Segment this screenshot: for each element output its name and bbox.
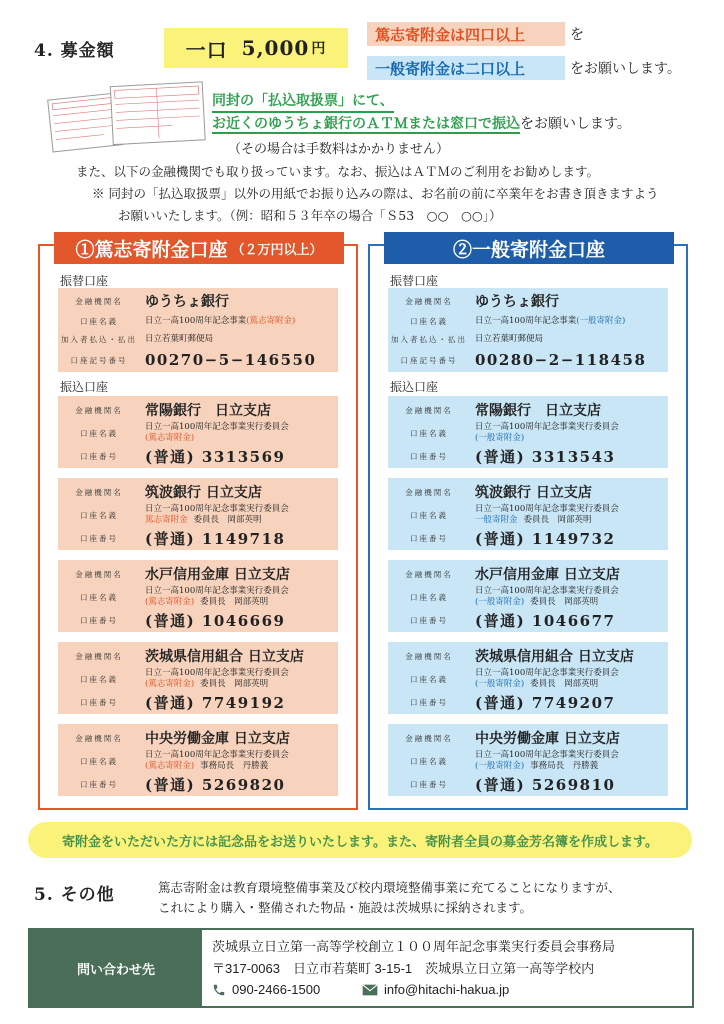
account-holder-value: 日立一高100周年記念事業(一般寄附金) — [475, 315, 626, 326]
bank-name-label: 金融機関名 — [405, 569, 453, 579]
slip-instruction-line2: お近くのゆうちょ銀行のＡＴＭまたは窓口で振込をお願いします。 — [212, 116, 631, 132]
account-number-label: 口座番号 — [410, 533, 448, 543]
furikomi-account-block — [58, 724, 338, 796]
name-note-line2: お願いいたします。（例：昭和５３年卒の場合「Ｓ53 ○○ ○○」） — [118, 208, 502, 223]
account-number-label: 口座番号 — [410, 615, 448, 625]
section-5-title: 5. その他 — [34, 885, 115, 905]
fee-note: （その場合は手数料はかかりません） — [228, 142, 450, 157]
unit-amount: 5,000 — [241, 36, 310, 60]
furikomi-account-block — [58, 642, 338, 714]
furikae-account-block — [58, 288, 338, 372]
representative: 委員長 岡部英明 — [530, 679, 599, 689]
account-code-label: 口座記号番号 — [400, 355, 458, 365]
fund-tag: (一般寄附金) — [475, 433, 525, 443]
bank-name-value: ゆうちょ銀行 — [475, 294, 559, 310]
section-4-title: 4. 募金額 — [34, 41, 115, 61]
account-number-label: 口座番号 — [80, 533, 118, 543]
account-holder-label: 口座名義 — [410, 428, 448, 438]
ippan-column-heading: ②一般寄附金口座 — [384, 232, 674, 264]
fund-tag: (篤志寄附金) — [145, 433, 195, 443]
section-5-line2: これにより購入・整備された物品・施設は茨城県に採納されます。 — [158, 900, 533, 915]
account-number-label: 口座番号 — [410, 451, 448, 461]
subscriber-office-row — [58, 330, 338, 348]
account-number-value: (普通) 1149718 — [145, 529, 286, 548]
account-holder-value: 日立一高100周年記念事業実行委員会 (篤志寄附金) 事務局長 丹勝義 — [145, 750, 289, 771]
bank-name-label: 金融機関名 — [405, 487, 453, 497]
account-number-value: (普通) 3313543 — [475, 447, 616, 466]
contact-box — [28, 928, 694, 1008]
account-holder-value: 日立一高100周年記念事業実行委員会 (篤志寄附金) 委員長 岡部英明 — [145, 586, 289, 607]
subscriber-office-row — [388, 330, 668, 348]
contact-phone[interactable]: 090-2466-1500 — [212, 982, 320, 997]
commemorative-gift-banner: 寄附金をいただいた方には記念品をお送りいたします。また、寄附者全員の募金芳名簿を作成します。 — [28, 822, 692, 858]
furikomi-account-block — [58, 396, 338, 468]
account-holder-label: 口座名義 — [80, 316, 118, 326]
account-holder-value: 日立一高100周年記念事業実行委員会 (篤志寄附金) 委員長 岡部英明 — [145, 668, 289, 689]
contact-org: 茨城県立日立第一高等学校創立１００周年記念事業実行委員会事務局 — [212, 940, 616, 955]
account-number-label: 口座番号 — [80, 779, 118, 789]
account-number-label: 口座番号 — [80, 697, 118, 707]
account-number-value: (普通) 1149732 — [475, 529, 616, 548]
tokushi-suffix: を — [570, 27, 584, 43]
unit-price-box — [164, 28, 348, 68]
bank-name-value: 茨城県信用組合 日立支店 — [475, 649, 634, 665]
representative: 委員長 岡部英明 — [200, 597, 269, 607]
furikae-section-label: 振替口座 — [390, 274, 439, 288]
subscriber-office-label: 加入者払込・払出 — [391, 334, 467, 344]
ippan-minimum: 一般寄附金は二口以上 — [367, 56, 565, 80]
representative: 事務局長 丹勝義 — [200, 761, 269, 771]
bank-name-label: 金融機関名 — [405, 296, 453, 306]
bank-name-label: 金融機関名 — [75, 296, 123, 306]
bank-name-value: 茨城県信用組合 日立支店 — [145, 649, 304, 665]
fund-tag: (篤志寄附金) — [246, 315, 296, 326]
representative: 委員長 岡部英明 — [523, 515, 592, 525]
fund-tag: 篤志寄附金 — [145, 515, 188, 525]
furikomi-account-block — [388, 396, 668, 468]
bank-name-label: 金融機関名 — [75, 487, 123, 497]
account-holder-label: 口座名義 — [80, 756, 118, 766]
representative: 委員長 岡部英明 — [530, 597, 599, 607]
bank-name-value: 中央労働金庫 日立支店 — [475, 731, 620, 747]
furikomi-account-block — [58, 560, 338, 632]
account-holder-label: 口座名義 — [410, 510, 448, 520]
mail-icon — [362, 984, 378, 996]
name-note-line1: ※ 同封の「払込取扱票」以外の用紙でお振り込みの際は、お名前の前に卒業年をお書き頂きますよう — [92, 186, 659, 201]
account-holder-value: 日立一高100周年記念事業実行委員会 篤志寄附金 委員長 岡部英明 — [145, 504, 289, 525]
account-holder-label: 口座名義 — [80, 510, 118, 520]
furikae-account-block — [388, 288, 668, 372]
fund-tag: (篤志寄附金) — [145, 761, 195, 771]
payment-slip-icon — [42, 78, 212, 158]
section-5-line1: 篤志寄附金は教育環境整備事業及び校内環境整備事業に充てることになりますが、 — [158, 880, 621, 895]
account-holder-value: 日立一高100周年記念事業実行委員会 (篤志寄附金) — [145, 422, 289, 443]
phone-icon — [212, 983, 226, 997]
subscriber-office-label: 加入者払込・払出 — [61, 334, 137, 344]
account-number-value: (普通) 5269810 — [475, 775, 616, 794]
bank-name-row — [388, 290, 668, 312]
account-holder-value: 日立一高100周年記念事業実行委員会 (一般寄附金) 委員長 岡部英明 — [475, 668, 619, 689]
contact-email[interactable]: info@hitachi-hakua.jp — [362, 982, 509, 997]
account-holder-value: 日立一高100周年記念事業実行委員会 (一般寄附金) — [475, 422, 619, 443]
representative: 委員長 岡部英明 — [200, 679, 269, 689]
bank-name-value: 水戸信用金庫 日立支店 — [145, 567, 290, 583]
furikomi-account-block — [58, 478, 338, 550]
bank-name-label: 金融機関名 — [75, 405, 123, 415]
fund-tag: (一般寄附金) — [475, 761, 525, 771]
bank-name-label: 金融機関名 — [75, 569, 123, 579]
tokushi-minimum: 篤志寄附金は四口以上 — [367, 22, 565, 46]
bank-name-row — [58, 290, 338, 312]
account-holder-label: 口座名義 — [80, 428, 118, 438]
contact-address: 〒317-0063 日立市若葉町 3-15-1 茨城県立日立第一高等学校内 — [212, 961, 595, 976]
other-banks-note: また、以下の金融機関でも取り扱っています。なお、振込はＡＴＭのご利用をお勧めします。 — [76, 164, 600, 179]
account-holder-value: 日立一高100周年記念事業実行委員会 一般寄附金 委員長 岡部英明 — [475, 504, 619, 525]
fund-tag: (篤志寄附金) — [145, 597, 195, 607]
account-holder-label: 口座名義 — [410, 674, 448, 684]
ippan-suffix: をお願いします。 — [570, 61, 681, 77]
account-number-label: 口座番号 — [80, 451, 118, 461]
bank-name-value: 中央労働金庫 日立支店 — [145, 731, 290, 747]
account-number-value: (普通) 1046677 — [475, 611, 616, 630]
bank-name-label: 金融機関名 — [405, 651, 453, 661]
furikomi-account-block — [388, 478, 668, 550]
tokushi-column-heading: ①篤志寄附金口座 （２万円以上） — [54, 232, 344, 264]
subscriber-office-value: 日立若葉町郵便局 — [145, 333, 214, 344]
unit-yen: 円 — [311, 41, 327, 57]
account-number-value: (普通) 5269820 — [145, 775, 286, 794]
bank-name-value: 筑波銀行 日立支店 — [145, 485, 262, 501]
account-holder-row — [388, 312, 668, 330]
account-number-value: (普通) 3313569 — [145, 447, 286, 466]
account-code-value: 00280−2−118458 — [475, 351, 647, 369]
account-holder-value: 日立一高100周年記念事業実行委員会 (一般寄附金) 事務局長 丹勝義 — [475, 750, 619, 771]
subscriber-office-value: 日立若葉町郵便局 — [475, 333, 544, 344]
bank-name-value: 筑波銀行 日立支店 — [475, 485, 592, 501]
account-holder-row — [58, 312, 338, 330]
account-holder-value: 日立一高100周年記念事業(篤志寄附金) — [145, 315, 296, 326]
representative: 委員長 岡部英明 — [193, 515, 262, 525]
slip-instruction-line1: 同封の「払込取扱票」にて、 — [212, 90, 394, 113]
fund-tag: (一般寄附金) — [475, 679, 525, 689]
account-code-value: 00270−5−146550 — [145, 351, 317, 369]
bank-name-label: 金融機関名 — [75, 651, 123, 661]
furikomi-account-block — [388, 642, 668, 714]
furikae-section-label: 振替口座 — [60, 274, 109, 288]
bank-name-value: ゆうちょ銀行 — [145, 294, 229, 310]
bank-name-value: 常陽銀行 日立支店 — [145, 403, 271, 419]
account-number-value: (普通) 1046669 — [145, 611, 286, 630]
bank-name-label: 金融機関名 — [405, 405, 453, 415]
account-holder-label: 口座名義 — [410, 592, 448, 602]
account-holder-label: 口座名義 — [410, 756, 448, 766]
account-code-row — [388, 348, 668, 372]
fund-tag: 一般寄附金 — [475, 515, 518, 525]
account-number-label: 口座番号 — [410, 697, 448, 707]
account-code-label: 口座記号番号 — [70, 355, 128, 365]
account-holder-label: 口座名義 — [410, 316, 448, 326]
account-holder-value: 日立一高100周年記念事業実行委員会 (一般寄附金) 委員長 岡部英明 — [475, 586, 619, 607]
account-code-row — [58, 348, 338, 372]
bank-name-label: 金融機関名 — [405, 733, 453, 743]
furikomi-account-block — [388, 724, 668, 796]
unit-prefix: 一口 — [185, 37, 228, 62]
furikomi-account-block — [388, 560, 668, 632]
account-number-label: 口座番号 — [80, 615, 118, 625]
bank-name-label: 金融機関名 — [75, 733, 123, 743]
furikomi-section-label: 振込口座 — [60, 380, 109, 394]
furikomi-section-label: 振込口座 — [390, 380, 439, 394]
account-holder-label: 口座名義 — [80, 674, 118, 684]
bank-name-value: 常陽銀行 日立支店 — [475, 403, 601, 419]
fund-tag: (篤志寄附金) — [145, 679, 195, 689]
bank-name-value: 水戸信用金庫 日立支店 — [475, 567, 620, 583]
fund-tag: (一般寄附金) — [475, 597, 525, 607]
representative: 事務局長 丹勝義 — [530, 761, 599, 771]
account-number-value: (普通) 7749192 — [145, 693, 286, 712]
fund-tag: (一般寄附金) — [576, 315, 626, 326]
account-number-value: (普通) 7749207 — [475, 693, 616, 712]
account-holder-label: 口座名義 — [80, 592, 118, 602]
account-number-label: 口座番号 — [410, 779, 448, 789]
contact-label: 問い合わせ先 — [30, 930, 202, 1006]
